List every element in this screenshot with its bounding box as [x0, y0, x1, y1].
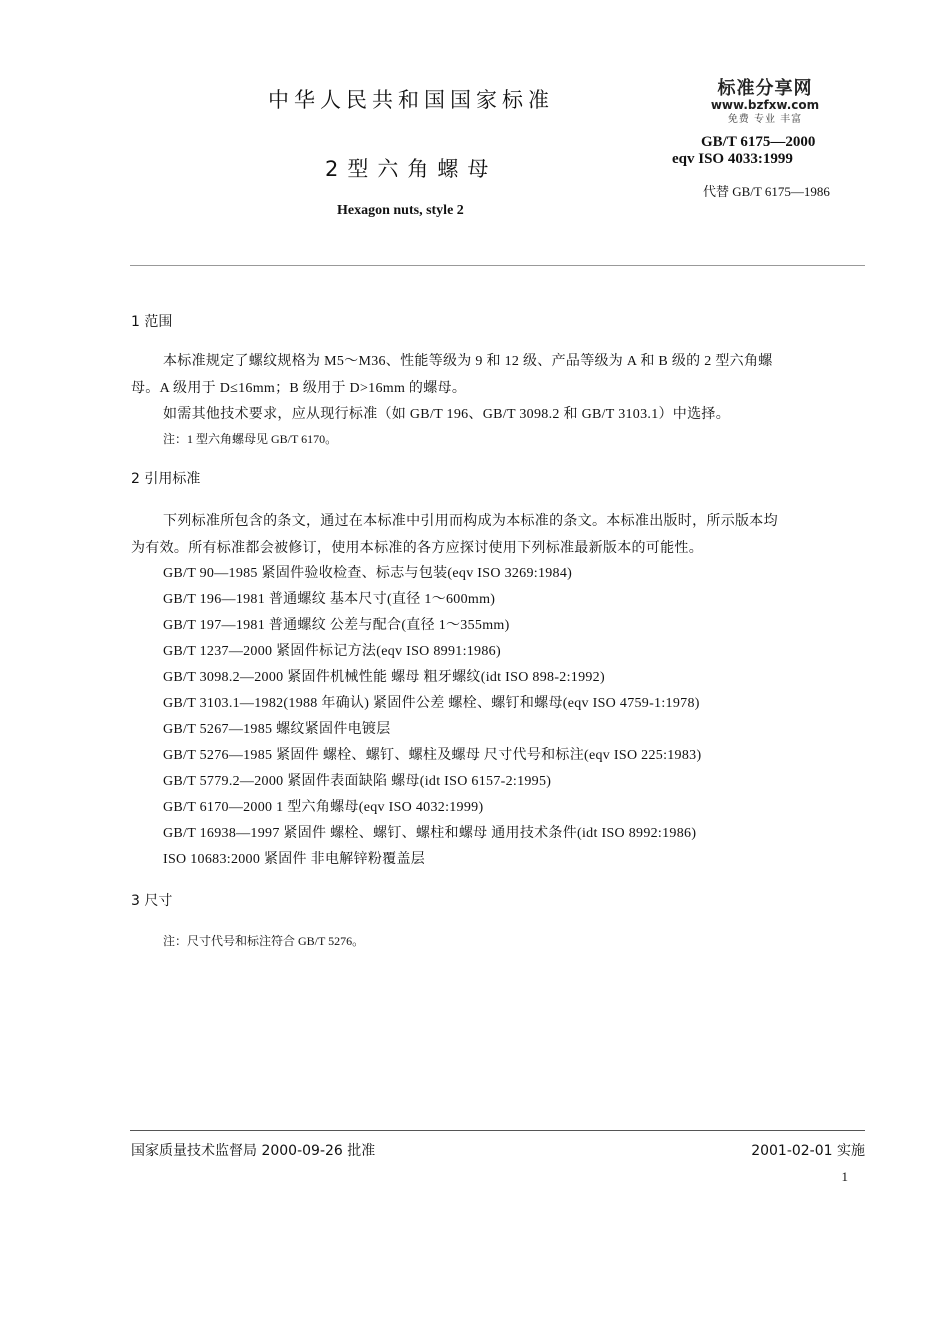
scope-note: 注：1 型六角螺母见 GB/T 6170。 — [163, 432, 338, 446]
references-intro-line-1: 下列标准所包含的条文，通过在本标准中引用而构成为本标准的条文。本标准出版时，所示版本均 — [163, 514, 778, 529]
references-intro-line-2: 为有效。所有标准都会被修订，使用本标准的各方应探讨使用下列标准最新版本的可能性。 — [131, 541, 703, 556]
logo-line-1: 标准分享网 — [717, 78, 813, 99]
document-subtitle-english: Hexagon nuts, style 2 — [337, 203, 464, 218]
section-2-heading: 2 引用标准 — [131, 471, 201, 487]
reference-item: GB/T 196—1981 普通螺纹 基本尺寸(直径 1～600mm) — [163, 592, 496, 607]
reference-item: GB/T 197—1981 普通螺纹 公差与配合(直径 1～355mm) — [163, 618, 510, 633]
reference-item: GB/T 3098.2—2000 紧固件机械性能 螺母 粗牙螺纹(idt ISO 898-2:1992) — [163, 670, 605, 685]
reference-item: GB/T 16938—1997 紧固件 螺栓、螺钉、螺柱和螺母 通用技术条件(idt ISO 8992:1986) — [163, 826, 697, 841]
reference-item: GB/T 5276—1985 紧固件 螺栓、螺钉、螺柱及螺母 尺寸代号和标注(eqv ISO 225:1983) — [163, 748, 702, 763]
reference-item: GB/T 3103.1—1982(1988 年确认) 紧固件公差 螺栓、螺钉和螺母(eqv ISO 4759-1:1978) — [163, 696, 700, 711]
header-divider — [130, 265, 865, 266]
scope-paragraph-line-1: 本标准规定了螺纹规格为 M5～M36、性能等级为 9 和 12 级、产品等级为 A 和 B 级的 2 型六角螺 — [163, 354, 773, 369]
watermark-logo — [700, 74, 830, 125]
scope-paragraph-line-2: 母。A 级用于 D≤16mm；B 级用于 D>16mm 的螺母。 — [131, 381, 467, 396]
section-1-heading: 1 范围 — [131, 314, 173, 330]
logo-url: www.bzfxw.com — [710, 98, 820, 112]
equivalent-standard: eqv ISO 4033:1999 — [672, 151, 793, 167]
dimensions-note: 注：尺寸代号和标注符合 GB/T 5276。 — [163, 934, 365, 948]
logo-slogan: 免费 专业 丰富 — [727, 114, 803, 125]
national-standard-title: 中华人民共和国国家标准 — [268, 88, 554, 112]
reference-item: GB/T 1237—2000 紧固件标记方法(eqv ISO 8991:1986) — [163, 644, 501, 659]
page-number: 1 — [841, 1169, 848, 1184]
section-3-heading: 3 尺寸 — [131, 893, 173, 909]
reference-item: GB/T 6170—2000 1 型六角螺母(eqv ISO 4032:1999) — [163, 800, 484, 815]
standard-number: GB/T 6175—2000 — [701, 134, 816, 150]
reference-item: ISO 10683:2000 紧固件 非电解锌粉覆盖层 — [163, 852, 426, 867]
footer-divider — [130, 1130, 865, 1131]
scope-paragraph-2: 如需其他技术要求，应从现行标准（如 GB/T 196、GB/T 3098.2 和 GB/T 3103.1）中选择。 — [163, 407, 731, 422]
approval-line: 国家质量技术监督局 2000-09-26 批准 — [131, 1143, 376, 1159]
implementation-date: 2001-02-01 实施 — [751, 1143, 865, 1159]
reference-item: GB/T 90—1985 紧固件验收检查、标志与包装(eqv ISO 3269:1984) — [163, 566, 573, 581]
reference-item: GB/T 5779.2—2000 紧固件表面缺陷 螺母(idt ISO 6157-2:1995) — [163, 774, 552, 789]
document-title: 2型六角螺母 — [325, 157, 498, 181]
replaces-standard: 代替 GB/T 6175—1986 — [703, 184, 830, 199]
reference-item: GB/T 5267—1985 螺纹紧固件电镀层 — [163, 722, 391, 737]
